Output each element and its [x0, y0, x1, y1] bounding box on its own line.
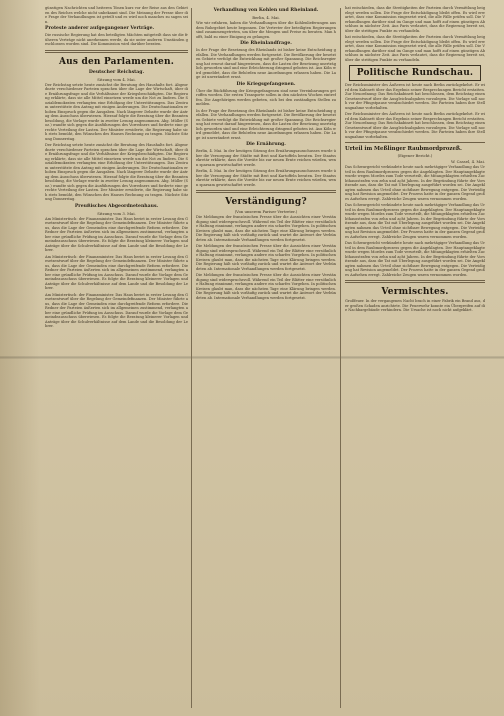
article-text: Am Ministertisch: der Finanzminister. Das Haus beriet in erster Lesung den Gesetzentwurf über die Regelung der Gemeindefinanzen. Der Minister führte aus, dass die Lage der Gemeinden eine durchgreifende Reform erfordere. Die Redner der Parteien äußerten sich im allgemeinen zustimmend, verlangten aber eine gründliche Prüfung im Ausschuss. Darauf wurde die Vorlage dem Gemeindeausschuss überwiesen. Es folgte die Beratung kleinerer Vorlagen und Anträge über die Schulverhältnisse auf dem Lande und die Besoldung der Lehrer.: [45, 216, 188, 252]
article-text: In der Frage der Besetzung des Rheinlands ist bisher keine Entscheidung gefallen. Die Verhandlungen werden fortgesetzt. Die Bevölkerung der besetzten Gebiete verfolgt die Entwicklung mit großer Spannung. Die Reichsregierung hat erneut darauf hingewiesen, dass die Lasten der Besetzung unerträglich geworden sind und eine Erleichterung dringend geboten ist. Aus Köln wird gemeldet, dass die Behörden neue Anordnungen erlassen haben. Die Lage ist unverändert ernst.: [196, 108, 336, 140]
article-text: Großfeuer. In der vergangenen Nacht brach in einer Fabrik ein Brand aus, der großen Schaden anrichtete. Die Feuerwehr konnte ein Übergreifen auf die Nachbargebäude verhindern. Die Ursache ist noch nicht aufgeklärt.: [345, 299, 485, 312]
dateline: Berlin, 4. Mai.: [252, 15, 280, 20]
subheading: Die Rheinlandfrage.: [240, 41, 292, 46]
article-text: Am Ministertisch: der Finanzminister. Das Haus beriet in erster Lesung den Gesetzentwurf über die Regelung der Gemeindefinanzen. Der Minister führte aus, dass die Lage der Gemeinden eine durchgreifende Reform erfordere. Die Redner der Parteien äußerten sich im allgemeinen zustimmend, verlangten aber eine gründliche Prüfung im Ausschuss. Darauf wurde die Vorlage dem Gemeindeausschuss überwiesen. Es folgte die Beratung kleinerer Vorlagen und Anträge über die Schulverhältnisse auf dem Lande und die Besoldung der Lehrer.: [45, 254, 188, 290]
column-rule: [340, 8, 341, 708]
article-text: Der Reichsminister des Äußeren ist heute nach Berlin zurückgekehrt. Er wird dem Kabinett über das Ergebnis seiner Besprechungen Bericht erstatten. Zur Neuordnung: Das Reichskabinett hat beschlossen, dem Reichstag einen Gesetzentwurf über die Ausgleichsabgaben vorzulegen. Die Vorlage soll noch vor der Pfingstpause verabschiedet werden. Die Parteien haben ihre Stellungnahme vorbehalten.: [345, 83, 485, 110]
intro-text: günstigen Nachrichten und heiteren Tönen kurz vor der Reise aus den Gebieten des Reiches welche nicht unbekannt sind. Die Meinung der Presse über die Frage der Verhandlungen ist geteilt und es wird noch manches zu sagen sein.: [45, 6, 188, 24]
subheading: Die Ernährung.: [246, 142, 286, 147]
article-text: Der Reichstag setzte heute zunächst die Beratung des Haushalts fort. Abgeordnete verschiedener Parteien sprachen über die Lage der Wirtschaft, über die Ernährungsfrage und die Verhältnisse der Kriegsbeschädigten. Die Regierung erklärte, dass sie alle Mittel einsetzen werde um die Not zu lindern. Die Sozialdemokraten verlangten eine Erhöhung der Unterstützungen. Das Zentrum unterstützte den Antrag mit einigen Änderungen. Die Deutschnationalen erhoben Einspruch gegen die Ausgaben. Nach längerer Debatte wurde der Antrag dem Ausschuss überwiesen. Hierauf folgte die Beratung über die Beamtenbesoldung, die Vorlage wurde in zweiter Lesung angenommen. Abg. Müller (Soz.) wandte sich gegen die Ausführungen des Vorredners und forderte eine gerechte Verteilung der Lasten. Der Minister erwiderte, die Regierung habe sich stets bemüht, den Wünschen des Hauses Rechnung zu tragen. Nächste Sitzung Donnerstag.: [45, 82, 188, 141]
article-heading-urteil: Urteil im Meßlinger Raubmordprozeß.: [345, 146, 462, 152]
session-date: Sitzung vom 3. Mai.: [97, 210, 136, 216]
article-text: Der Reichstag setzte heute zunächst die Beratung des Haushalts fort. Abgeordnete verschiedener Parteien sprachen über die Lage der Wirtschaft, über die Ernährungsfrage und die Verhältnisse der Kriegsbeschädigten. Die Regierung erklärte, dass sie alle Mittel einsetzen werde um die Not zu lindern. Die Sozialdemokraten verlangten eine Erhöhung der Unterstützungen. Das Zentrum unterstützte den Antrag mit einigen Änderungen. Die Deutschnationalen erhoben Einspruch gegen die Ausgaben. Nach längerer Debatte wurde der Antrag dem Ausschuss überwiesen. Hierauf folgte die Beratung über die Beamtenbesoldung, die Vorlage wurde in zweiter Lesung angenommen. Abg. Müller (Soz.) wandte sich gegen die Ausführungen des Vorredners und forderte eine gerechte Verteilung der Lasten. Der Minister erwiderte, die Regierung habe sich stets bemüht, den Wünschen des Hauses Rechnung zu tragen. Nächste Sitzung Donnerstag.: [45, 143, 188, 201]
article-text: Die Meldungen der französischen Presse über die Aussichten einer Verständigung sind widerspruchsvoll. Während ein Teil der Blätter eine versöhnliche Haltung einnimmt, verlangen andere ein scharfes Vorgehen. In politischen Kreisen glaubt man, dass die nächsten Tage eine Klärung bringen werden. Die Regierung hält sich vorläufig zurück und wartet die Antwort der Verbündeten ab. Internationale Verhandlungen werden fortgesetzt.: [196, 273, 336, 300]
section-heading-rundschau: Politische Rundschau.: [356, 68, 474, 78]
subheading-reichstag: Deutscher Reichstag.: [88, 69, 145, 75]
subheading: Die Kriegsgefangenen.: [236, 81, 296, 87]
article-heading: Verhandlung von Kohlen und Rheinland.: [213, 8, 319, 13]
column-left: [45, 6, 188, 710]
subheading-abgeordnetenhaus: Preußisches Abgeordnetenhaus.: [74, 203, 159, 209]
article-text: Am Ministertisch: der Finanzminister. Das Haus beriet in erster Lesung den Gesetzentwurf über die Regelung der Gemeindefinanzen. Der Minister führte aus, dass die Lage der Gemeinden eine durchgreifende Reform erfordere. Die Redner der Parteien äußerten sich im allgemeinen zustimmend, verlangten aber eine gründliche Prüfung im Ausschuss. Darauf wurde die Vorlage dem Gemeindeausschuss überwiesen. Es folgte die Beratung kleinerer Vorlagen und Anträge über die Schulverhältnisse auf dem Lande und die Besoldung der Lehrer.: [45, 292, 188, 328]
article-text: Berlin, 4. Mai. In der heutigen Sitzung des Ernährungsausschusses wurde über die Versorgung der Städte mit Brot und Kartoffeln beraten. Der Staatssekretär erklärte, dass die Vorräte bis zur neuen Ernte reichen würden, wenn sparsam gewirtschaftet werde.: [196, 149, 336, 167]
subline: (Von unserem Pariser Vertreter.): [234, 209, 298, 214]
subline: (Eigener Bericht.): [397, 153, 433, 158]
divider: [345, 280, 485, 283]
section-heading-parliaments: Aus den Parlamenten.: [58, 56, 175, 67]
article-text: Die Meldungen der französischen Presse über die Aussichten einer Verständigung sind widerspruchsvoll. Während ein Teil der Blätter eine versöhnliche Haltung einnimmt, verlangen andere ein scharfes Vorgehen. In politischen Kreisen glaubt man, dass die nächsten Tage eine Klärung bringen werden. Die Regierung hält sich vorläufig zurück und wartet die Antwort der Verbündeten ab. Internationale Verhandlungen werden fortgesetzt.: [196, 244, 336, 271]
session-date: Sitzung vom 4. Mai.: [97, 76, 136, 82]
article-text: Berlin, 4. Mai. In der heutigen Sitzung des Ernährungsausschusses wurde über die Versorgung der Städte mit Brot und Kartoffeln beraten. Der Staatssekretär erklärte, dass die Vorräte bis zur neuen Ernte reichen würden, wenn sparsam gewirtschaftet werde.: [196, 169, 336, 187]
article-text: Wie wir erfahren, haben die Verhandlungen über die Kohlenlieferungen aus dem Ruhrgebiet heute begonnen. Die Vertreter der beteiligten Regierungen sind zusammengetreten, um über die Mengen und Preise zu beraten. Man hofft, bald zu einer Einigung zu gelangen.: [196, 21, 336, 39]
article-text: Über die Rückführung der Kriegsgefangenen sind neue Vereinbarungen getroffen worden. Die ersten Transporte sollen in den nächsten Wochen eintreffen. Die Angehörigen werden gebeten, sich bei den zuständigen Stellen zu melden.: [196, 88, 336, 106]
dateline: W. Cassel, 4. Mai.: [451, 159, 485, 164]
article-text: Die russische Regierung hat den beteiligten Mächten mitgeteilt dass sie die früheren Verträge nicht anerkennen werde, da sie unter anderen Umständen geschlossen worden sind. Die Kommission wird darüber beraten.: [45, 33, 188, 46]
divider: [45, 50, 188, 53]
divider: [345, 142, 485, 143]
article-text: Das Schwurgericht verkündete heute nach mehrtägiger Verhandlung das Urteil in dem Raubmordprozess gegen die Angeklagten. Der Hauptangeklagte wurde wegen Mordes zum Tode verurteilt, die Mitangeklagten erhielten Zuchthausstrafen von zehn und acht Jahren. In der Begründung führte der Vorsitzende aus, dass die Tat mit Überlegung ausgeführt worden sei. Die Angeklagten nahmen das Urteil ohne sichtbare Bewegung entgegen. Die Verteidigung hat Revision angemeldet. Der Prozess hatte in der ganzen Gegend großes Aufsehen erregt. Zahlreiche Zeugen waren vernommen worden.: [345, 241, 485, 277]
article-heading: Proteste anderer aufgegangener Verträge.: [45, 26, 155, 31]
article-text: Die Meldungen der französischen Presse über die Aussichten einer Verständigung sind widerspruchsvoll. Während ein Teil der Blätter eine versöhnliche Haltung einnimmt, verlangen andere ein scharfes Vorgehen. In politischen Kreisen glaubt man, dass die nächsten Tage eine Klärung bringen werden. Die Regierung hält sich vorläufig zurück und wartet die Antwort der Verbündeten ab. Internationale Verhandlungen werden fortgesetzt.: [196, 215, 336, 242]
intro-text: hat entschieden, dass die Streitigkeiten der Parteien durch Vermittlung beigelegt werden sollen. Die Frage der Entschädigung bleibt offen. Es wird erwartet, dass eine Kommission eingesetzt wird, die alle Fälle prüfen soll. Die Verhandlungen darüber sind im Gange und man hofft auf einen günstigen Abschluss in nächster Zeit. Aus Paris verlautet, dass die Regierung bereit sei, über die strittigen Punkte zu verhandeln.: [345, 35, 485, 62]
divider: [196, 190, 336, 193]
section-heading-verstaendigung: Verständigung?: [225, 197, 307, 207]
article-text: In der Frage der Besetzung des Rheinlands ist bisher keine Entscheidung gefallen. Die Verhandlungen werden fortgesetzt. Die Bevölkerung der besetzten Gebiete verfolgt die Entwicklung mit großer Spannung. Die Reichsregierung hat erneut darauf hingewiesen, dass die Lasten der Besetzung unerträglich geworden sind und eine Erleichterung dringend geboten ist. Aus Köln wird gemeldet, dass die Behörden neue Anordnungen erlassen haben. Die Lage ist unverändert ernst.: [196, 48, 336, 79]
heading-box: [349, 65, 481, 81]
article-text: Das Schwurgericht verkündete heute nach mehrtägiger Verhandlung das Urteil in dem Raubmordprozess gegen die Angeklagten. Der Hauptangeklagte wurde wegen Mordes zum Tode verurteilt, die Mitangeklagten erhielten Zuchthausstrafen von zehn und acht Jahren. In der Begründung führte der Vorsitzende aus, dass die Tat mit Überlegung ausgeführt worden sei. Die Angeklagten nahmen das Urteil ohne sichtbare Bewegung entgegen. Die Verteidigung hat Revision angemeldet. Der Prozess hatte in der ganzen Gegend großes Aufsehen erregt. Zahlreiche Zeugen waren vernommen worden.: [345, 203, 485, 239]
article-text: Das Schwurgericht verkündete heute nach mehrtägiger Verhandlung das Urteil in dem Raubmordprozess gegen die Angeklagten. Der Hauptangeklagte wurde wegen Mordes zum Tode verurteilt, die Mitangeklagten erhielten Zuchthausstrafen von zehn und acht Jahren. In der Begründung führte der Vorsitzende aus, dass die Tat mit Überlegung ausgeführt worden sei. Die Angeklagten nahmen das Urteil ohne sichtbare Bewegung entgegen. Die Verteidigung hat Revision angemeldet. Der Prozess hatte in der ganzen Gegend großes Aufsehen erregt. Zahlreiche Zeugen waren vernommen worden.: [345, 165, 485, 201]
intro-text: hat entschieden, dass die Streitigkeiten der Parteien durch Vermittlung beigelegt werden sollen. Die Frage der Entschädigung bleibt offen. Es wird erwartet, dass eine Kommission eingesetzt wird, die alle Fälle prüfen soll. Die Verhandlungen darüber sind im Gange und man hofft auf einen günstigen Abschluss in nächster Zeit. Aus Paris verlautet, dass die Regierung bereit sei, über die strittigen Punkte zu verhandeln.: [345, 6, 485, 33]
section-heading-vermischtes: Vermischtes.: [381, 287, 449, 297]
column-rule: [191, 8, 192, 708]
column-middle: [196, 6, 336, 710]
article-text: Der Reichsminister des Äußeren ist heute nach Berlin zurückgekehrt. Er wird dem Kabinett über das Ergebnis seiner Besprechungen Bericht erstatten. Zur Neuordnung: Das Reichskabinett hat beschlossen, dem Reichstag einen Gesetzentwurf über die Ausgleichsabgaben vorzulegen. Die Vorlage soll noch vor der Pfingstpause verabschiedet werden. Die Parteien haben ihre Stellungnahme vorbehalten.: [345, 112, 485, 139]
column-right: [345, 6, 485, 710]
